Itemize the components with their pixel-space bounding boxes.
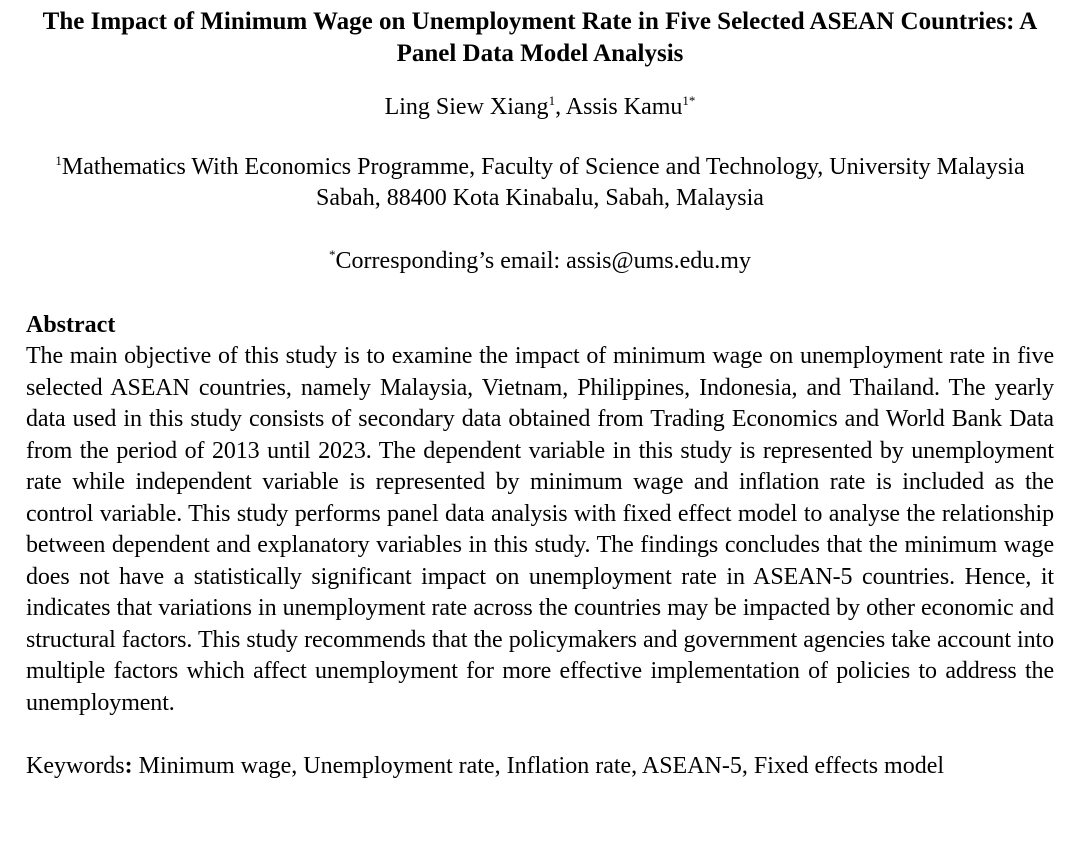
- correspondence-mark: *: [329, 247, 336, 262]
- affiliation-text: Mathematics With Economics Programme, Faculty of Science and Technology, University Malaysia Sabah, 88400 Kota Kinabalu, Sabah, Malaysia: [61, 154, 1025, 211]
- affiliation: [26, 152, 1054, 214]
- keywords-text: Minimum wage, Unemployment rate, Inflation rate, ASEAN-5, Fixed effects model: [132, 753, 945, 779]
- affiliation-mark: 1: [55, 153, 62, 168]
- keywords: [26, 751, 1054, 782]
- corresponding-email: [26, 246, 1054, 276]
- author-separator: ,: [555, 94, 566, 120]
- author-list: [26, 92, 1054, 122]
- keywords-colon: :: [124, 753, 133, 779]
- correspondence-text: Corresponding’s email: assis@ums.edu.my: [335, 248, 751, 274]
- author-name: Assis Kamu: [565, 94, 683, 120]
- keywords-label-text: Keywords: [26, 753, 125, 779]
- paper-title: The Impact of Minimum Wage on Unemployment Rate in Five Selected ASEAN Countries: A Panel Data Model Analysis: [42, 8, 1038, 67]
- abstract-text: The main objective of this study is to examine the impact of minimum wage on unemployment rate in five selected ASEAN countries, namely Malaysia, Vietnam, Philippines, Indonesia, and Thailand. The yearly data used in this study consists of secondary data obtained from Trading Economics and World Bank Data from the period of 2013 until 2023. The dependent variable in this study is represented by unemployment rate while independent variable is represented by minimum wage and inflation rate is included as the control variable. This study performs panel data analysis with fixed effect model to analyse the relationship between dependent and explanatory variables in this study. The findings concludes that the minimum wage does not have a statistically significant impact on unemployment rate in ASEAN-5 countries. Hence, it indicates that variations in unemployment rate across the countries may be impacted by other economic and structural factors. This study recommends that the policymakers and government agencies take account into multiple factors which affect unemployment for more effective implementation of policies to address the unemployment.: [26, 343, 1054, 716]
- abstract-heading: Abstract: [26, 312, 116, 338]
- keywords-label: [26, 753, 133, 779]
- author-affiliation-mark: 1: [548, 93, 556, 108]
- author-affiliation-mark: 1*: [682, 93, 696, 108]
- author-name: Ling Siew Xiang: [384, 94, 549, 120]
